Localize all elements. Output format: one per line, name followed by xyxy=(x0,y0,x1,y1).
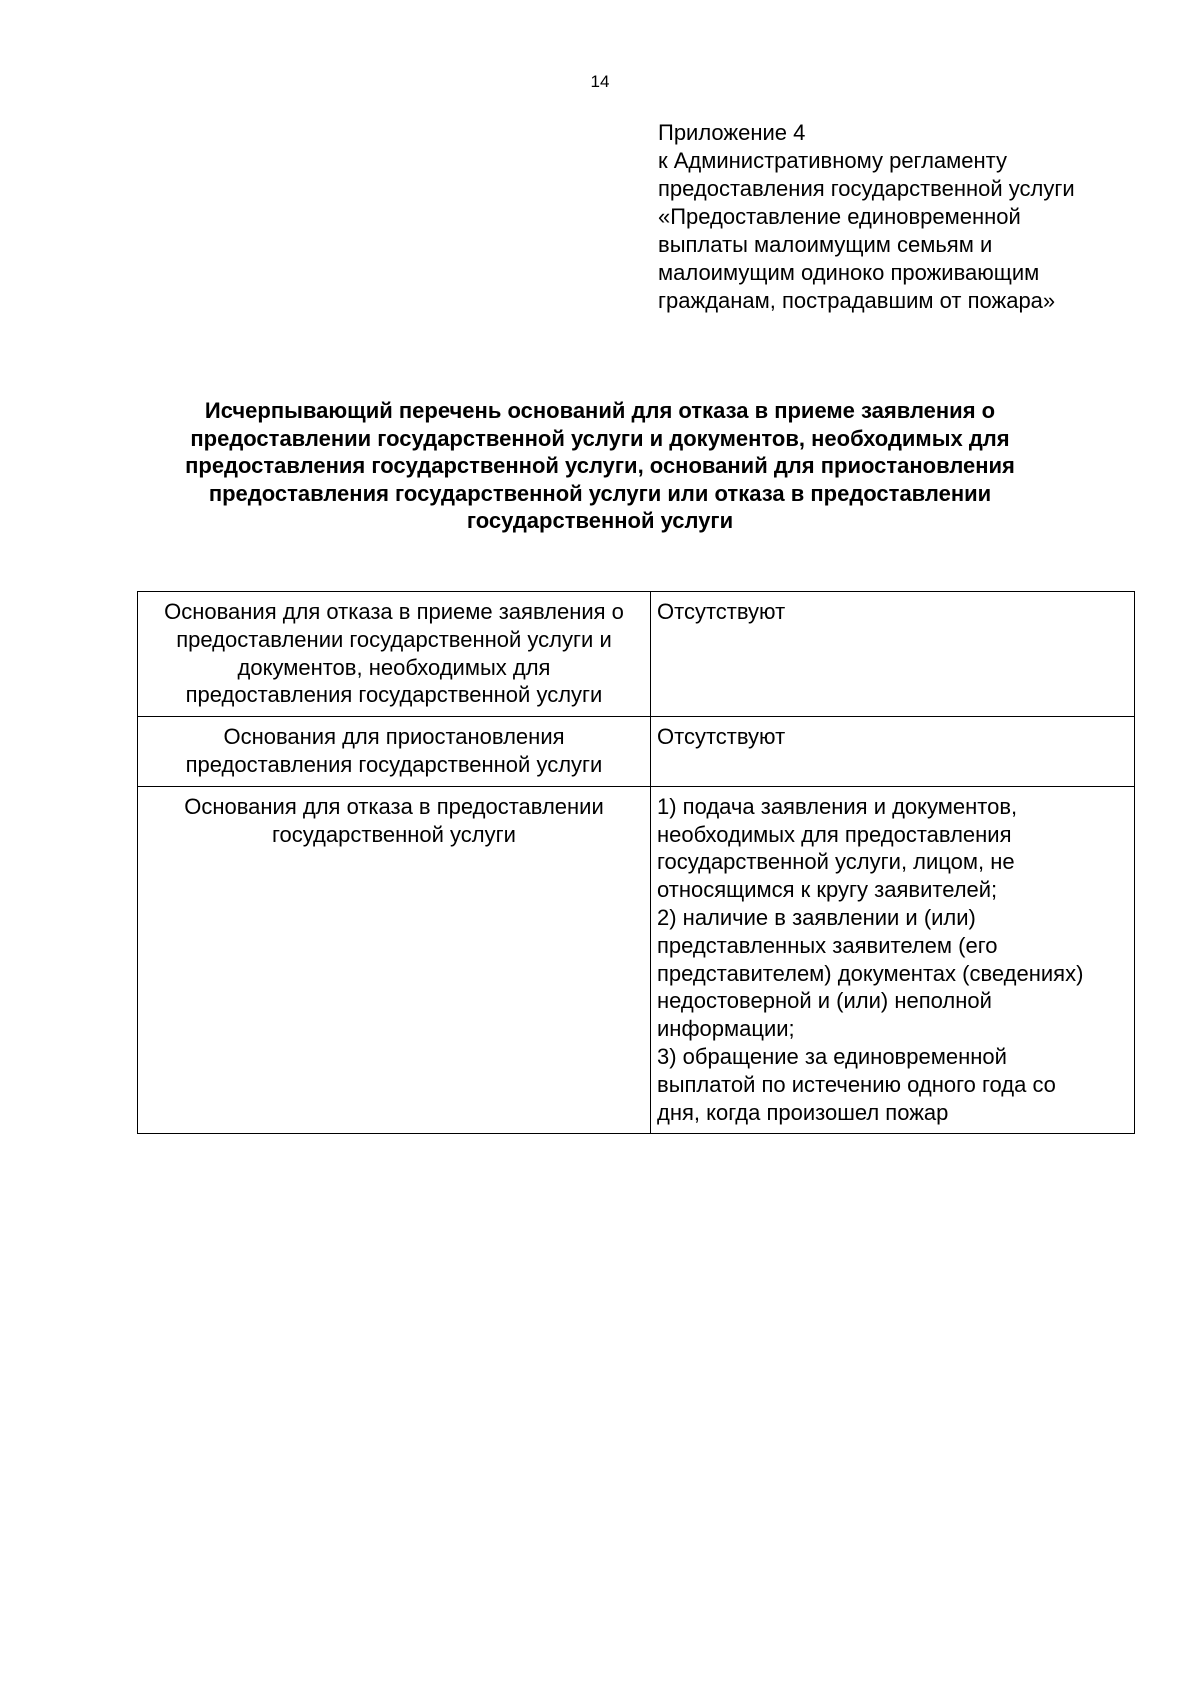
cell-line: государственной услуги, лицом, не xyxy=(657,849,1015,875)
ground-cell xyxy=(138,592,651,717)
cell-line: представителем) документах (сведениях) xyxy=(657,960,1084,986)
appendix-line: к Административному регламенту xyxy=(658,148,1008,173)
cell-line: Основания для отказа в приеме заявления о xyxy=(164,599,624,624)
cell-line: 1) подача заявления и документов, xyxy=(657,793,1018,819)
cell-line: выплатой по истечению одного года со xyxy=(657,1071,1056,1097)
cell-line: 3) обращение за единовременной xyxy=(657,1043,1007,1069)
appendix-line: малоимущим одиноко проживающим xyxy=(658,260,1040,285)
cell-line: предоставления государственной услуги xyxy=(185,751,603,777)
cell-line: 2) наличие в заявлении и (или) xyxy=(657,904,976,930)
cell-line: Основания для отказа в предоставлении xyxy=(184,793,604,819)
title-line: предоставлении государственной услуги и документов, необходимых для xyxy=(190,425,1010,451)
value-cell xyxy=(651,717,1135,787)
document-title xyxy=(100,397,1100,535)
cell-line: предоставлении государственной услуги и xyxy=(176,626,612,652)
appendix-line: Приложение 4 xyxy=(658,120,806,145)
appendix-block xyxy=(658,119,1178,315)
cell-line: недостоверной и (или) неполной xyxy=(657,988,992,1014)
ground-cell xyxy=(138,717,651,787)
cell-line: информации; xyxy=(657,1016,795,1042)
value-cell xyxy=(651,592,1135,717)
table-row xyxy=(138,592,1135,717)
cell-line: относящимся к кругу заявителей; xyxy=(657,877,998,903)
title-line: Исчерпывающий перечень оснований для отказа в приеме заявления о xyxy=(204,398,996,423)
cell-line: государственной услуги xyxy=(272,821,516,847)
cell-line: Отсутствуют xyxy=(657,599,786,624)
ground-cell xyxy=(138,786,651,1134)
appendix-line: выплаты малоимущим семьям и xyxy=(658,232,993,257)
cell-line: предоставления государственной услуги xyxy=(185,682,603,708)
appendix-line: предоставления государственной услуги xyxy=(658,176,1075,201)
title-line: предоставления государственной услуги или отказа в предоставлении xyxy=(208,480,992,506)
cell-line: представленных заявителем (его xyxy=(657,932,998,958)
table-row xyxy=(138,717,1135,787)
table-row xyxy=(138,786,1135,1134)
appendix-line: «Предоставление единовременной xyxy=(658,204,1021,229)
cell-line: дня, когда произошел пожар xyxy=(657,1099,949,1125)
cell-line: Отсутствуют xyxy=(657,724,786,750)
cell-line: Основания для приостановления xyxy=(223,724,565,750)
page-number: 14 xyxy=(590,72,610,91)
title-line: предоставления государственной услуги, оснований для приостановления xyxy=(185,453,1015,479)
grounds-table xyxy=(137,591,1135,1134)
title-line: государственной услуги xyxy=(466,508,734,534)
cell-line: необходимых для предоставления xyxy=(657,821,1012,847)
cell-line: документов, необходимых для xyxy=(237,654,551,680)
value-cell xyxy=(651,786,1135,1134)
appendix-line: гражданам, пострадавшим от пожара» xyxy=(658,288,1056,313)
